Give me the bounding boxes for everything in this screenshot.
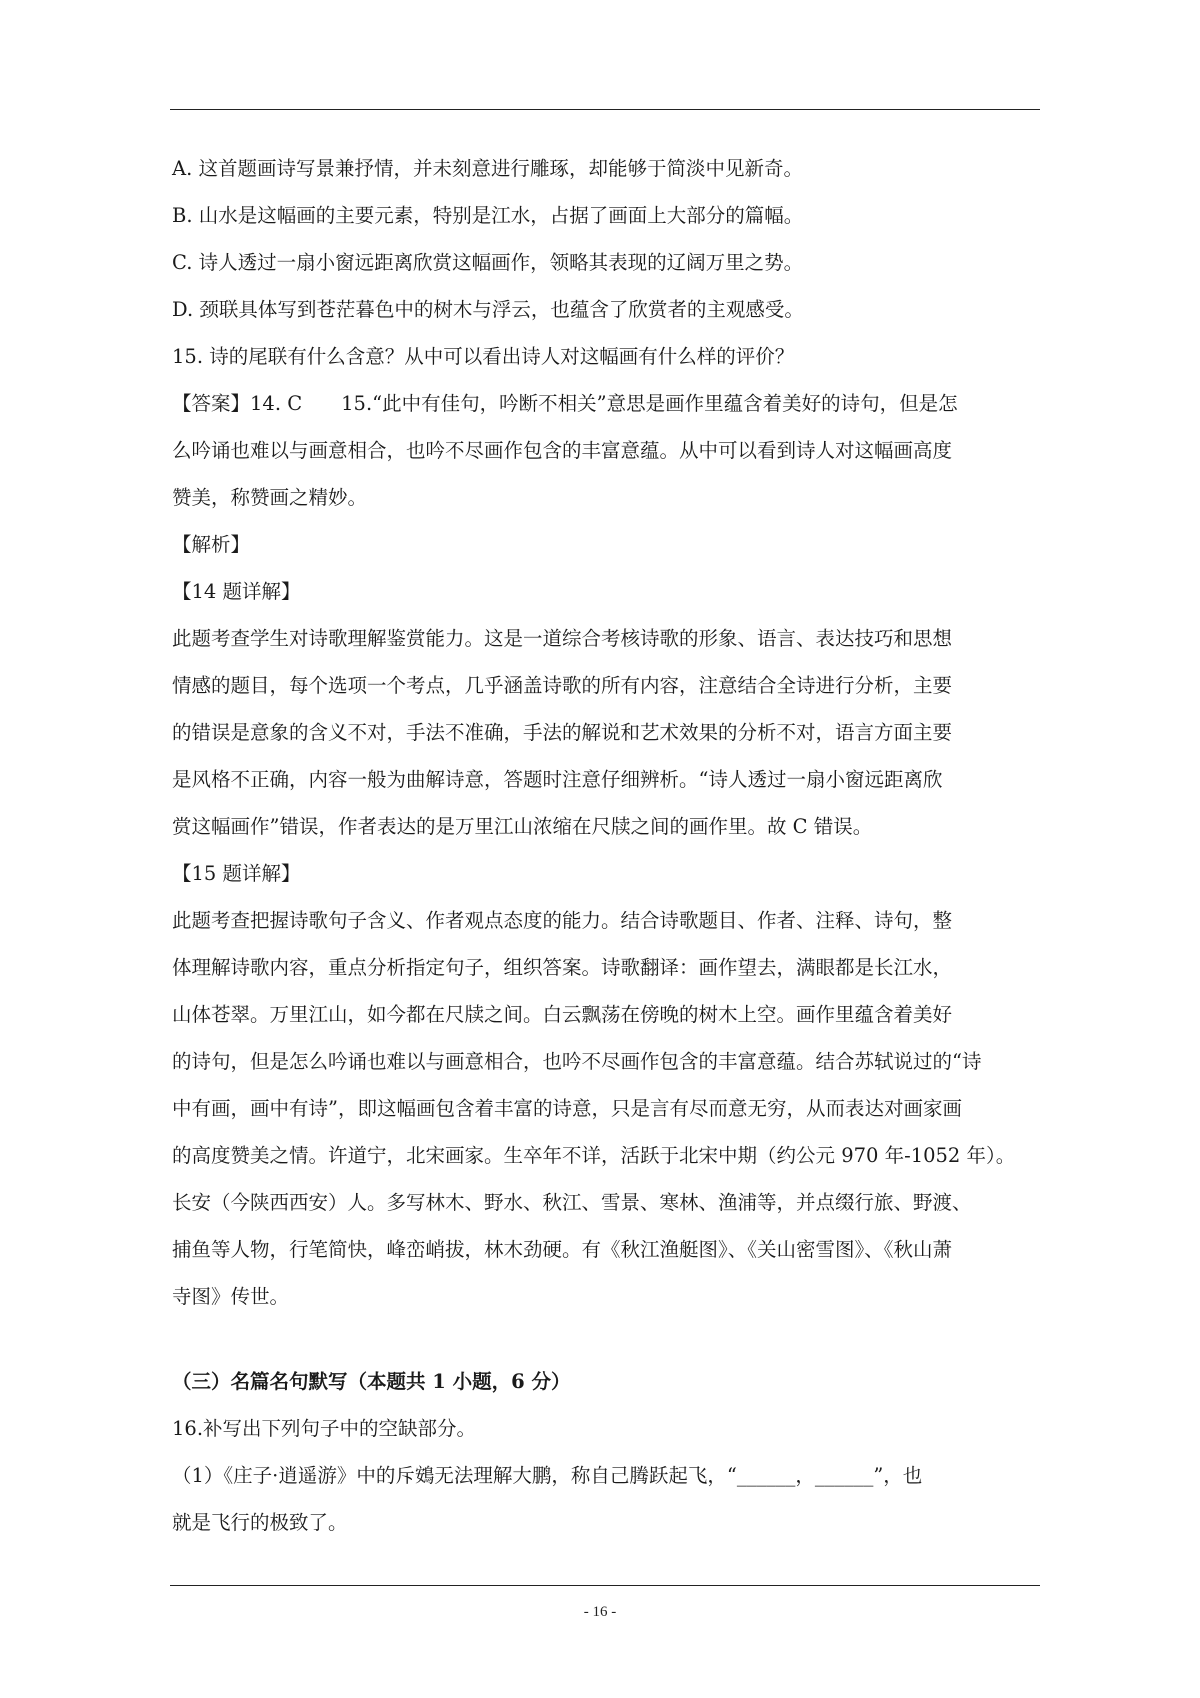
q14-detail-line-5: 赏这幅画作”错误，作者表达的是万里江山浓缩在尺牍之间的画作里。故 C 错误。	[172, 815, 873, 838]
q15-detail-line-5: 中有画，画中有诗”，即这幅画包含着丰富的诗意，只是言有尽而意无穷，从而表达对画家画	[172, 1097, 962, 1120]
document-body	[172, 150, 1038, 1551]
answer-line-1: 【答案】14. C 15.“此中有佳句，吟断不相关”意思是画作里蕴含着美好的诗句，但是怎	[172, 392, 958, 415]
analysis-label: 【解析】	[172, 533, 251, 556]
question-16-item-1: （1）《庄子·逍遥游》中的斥鴳无法理解大鹏，称自己腾跃起飞，“______，______”，也	[172, 1464, 923, 1487]
option-d: D. 颈联具体写到苍茫暮色中的树木与浮云，也蕴含了欣赏者的主观感受。	[172, 298, 804, 321]
q15-detail-line-2: 体理解诗歌内容，重点分析指定句子，组织答案。诗歌翻译：画作望去，满眼都是长江水，	[172, 956, 953, 979]
answer-line-2: 么吟诵也难以与画意相合，也吟不尽画作包含的丰富意蕴。从中可以看到诗人对这幅画高度	[172, 439, 953, 462]
question-16-item-1-cont: 就是飞行的极致了。	[172, 1511, 348, 1534]
page-number: - 16 -	[583, 1604, 617, 1620]
q14-detail-line-4: 是风格不正确，内容一般为曲解诗意，答题时注意仔细辨析。“诗人透过一扇小窗远距离欣	[172, 768, 943, 791]
q14-detail-label: 【14 题详解】	[172, 580, 301, 603]
q14-detail-line-1: 此题考查学生对诗歌理解鉴赏能力。这是一道综合考核诗歌的形象、语言、表达技巧和思想	[172, 627, 953, 650]
q15-detail-line-3: 山体苍翠。万里江山，如今都在尺牍之间。白云飘荡在傍晚的树木上空。画作里蕴含着美好	[172, 1003, 953, 1026]
option-a: A. 这首题画诗写景兼抒情，并未刻意进行雕琢，却能够于简淡中见新奇。	[172, 157, 803, 180]
q15-detail-line-8: 捕鱼等人物，行笔简快，峰峦峭拔，林木劲硬。有《秋江渔艇图》、《关山密雪图》、《秋山萧	[172, 1238, 953, 1261]
q15-detail-line-6: 的高度赞美之情。许道宁，北宋画家。生卒年不详，活跃于北宋中期（约公元 970 年-1052 年）。	[172, 1144, 1016, 1167]
option-c: C. 诗人透过一扇小窗远距离欣赏这幅画作，领略其表现的辽阔万里之势。	[172, 251, 804, 274]
q14-detail-line-3: 的错误是意象的含义不对，手法不准确，手法的解说和艺术效果的分析不对，语言方面主要	[172, 721, 953, 744]
q15-detail-line-1: 此题考查把握诗歌句子含义、作者观点态度的能力。结合诗歌题目、作者、注释、诗句，整	[172, 909, 953, 932]
question-16: 16.补写出下列句子中的空缺部分。	[172, 1417, 477, 1440]
q15-detail-label: 【15 题详解】	[172, 862, 301, 885]
section-heading: （三）名篇名句默写（本题共 1 小题，6 分）	[172, 1370, 571, 1393]
footer-rule	[170, 1585, 1040, 1586]
option-b: B. 山水是这幅画的主要元素，特别是江水，占据了画面上大部分的篇幅。	[172, 204, 804, 227]
answer-line-3: 赞美，称赞画之精妙。	[172, 486, 368, 509]
question-15: 15. 诗的尾联有什么含意？从中可以看出诗人对这幅画有什么样的评价？	[172, 345, 795, 368]
q15-detail-line-7: 长安（今陕西西安）人。多写林木、野水、秋江、雪景、寒林、渔浦等，并点缀行旅、野渡、	[172, 1191, 972, 1214]
q15-detail-line-9: 寺图》传世。	[172, 1285, 290, 1308]
header-rule	[170, 109, 1040, 110]
q15-detail-line-4: 的诗句，但是怎么吟诵也难以与画意相合，也吟不尽画作包含的丰富意蕴。结合苏轼说过的“诗	[172, 1050, 982, 1073]
q14-detail-line-2: 情感的题目，每个选项一个考点，几乎涵盖诗歌的所有内容，注意结合全诗进行分析，主要	[172, 674, 953, 697]
